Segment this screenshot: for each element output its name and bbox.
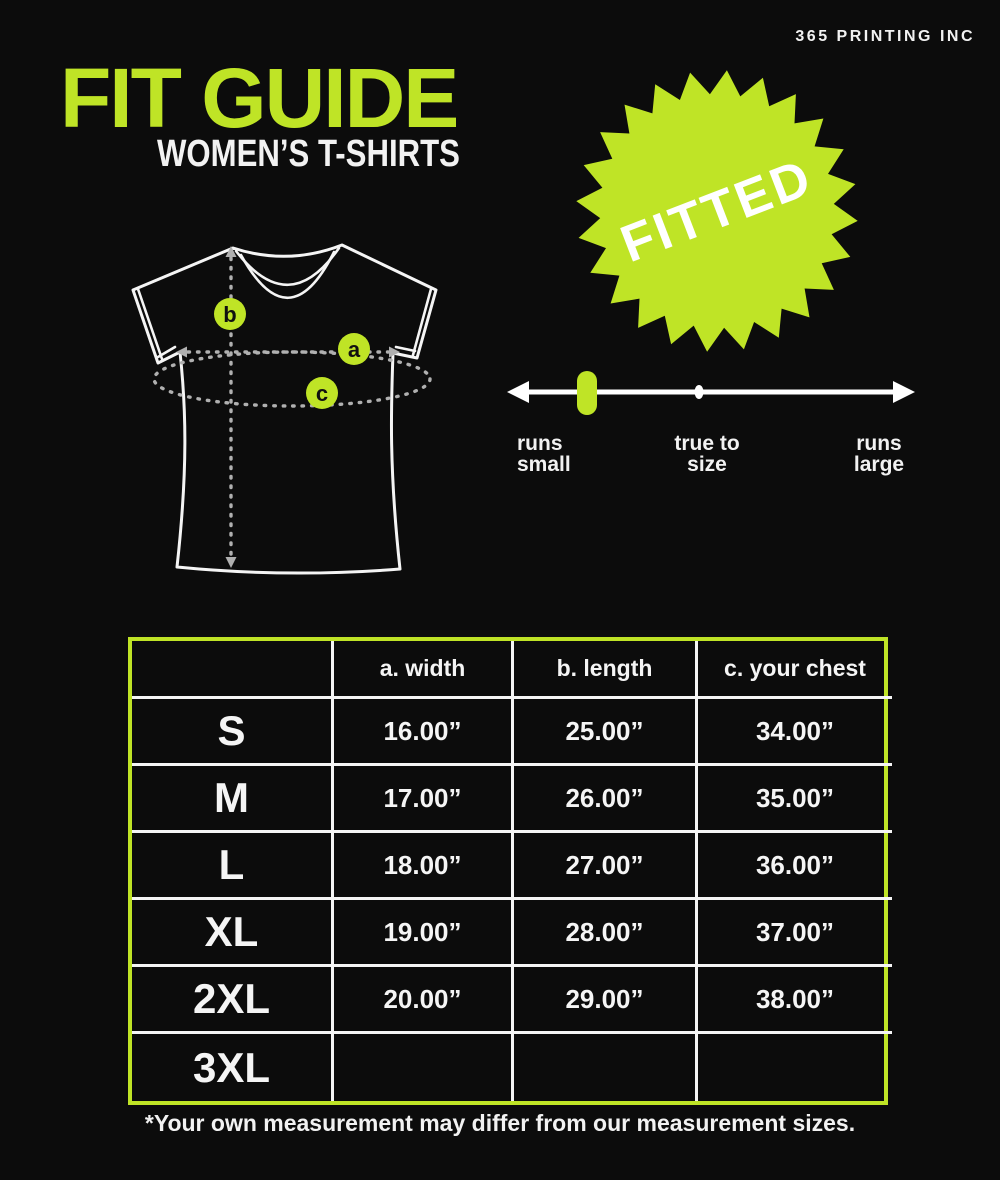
width-value: 19.00” bbox=[334, 900, 514, 967]
size-label: L bbox=[132, 833, 334, 900]
marker-c-letter: c bbox=[315, 381, 329, 406]
marker-b-letter: b bbox=[223, 302, 237, 327]
chest-value: 37.00” bbox=[698, 900, 892, 967]
fit-scale-arrow bbox=[505, 363, 917, 423]
scale-label-true-to-size bbox=[651, 433, 763, 475]
size-label: XL bbox=[132, 900, 334, 967]
table-row-3xl bbox=[132, 1034, 892, 1101]
footnote: *Your own measurement may differ from our measurement sizes. bbox=[144, 1110, 856, 1136]
scale-label-line: true to bbox=[674, 432, 740, 455]
width-value: 20.00” bbox=[334, 967, 514, 1034]
marker-a-letter: a bbox=[347, 337, 361, 362]
right-cuff-stitch bbox=[396, 347, 415, 351]
page-title: FIT GUIDE bbox=[60, 51, 458, 145]
scale-marker-pill bbox=[577, 371, 597, 415]
chest-value: 36.00” bbox=[698, 833, 892, 900]
scale-arrowhead-left bbox=[507, 381, 529, 403]
width-value bbox=[334, 1034, 514, 1101]
marker-c bbox=[306, 377, 338, 409]
scale-label-line: large bbox=[853, 453, 905, 476]
tshirt-outline bbox=[133, 245, 436, 573]
page-subtitle: WOMEN’S T-SHIRTS bbox=[157, 133, 460, 175]
length-value: 27.00” bbox=[514, 833, 698, 900]
length-value bbox=[514, 1034, 698, 1101]
chest-value: 35.00” bbox=[698, 766, 892, 833]
corner-cell bbox=[132, 641, 334, 699]
length-value: 29.00” bbox=[514, 967, 698, 1034]
scale-center-dot bbox=[695, 385, 704, 399]
chest-value bbox=[698, 1034, 892, 1101]
scale-arrowhead-right bbox=[893, 381, 915, 403]
fitted-badge bbox=[574, 68, 860, 354]
table-header-row bbox=[132, 641, 892, 699]
size-label: S bbox=[132, 699, 334, 766]
col-header-length: b. length bbox=[514, 641, 698, 699]
width-value: 16.00” bbox=[334, 699, 514, 766]
marker-a bbox=[338, 333, 370, 365]
left-sleeve-seam bbox=[138, 289, 162, 359]
scale-label-runs-small bbox=[517, 433, 571, 475]
length-arrow-bottom bbox=[226, 557, 237, 568]
chest-value: 38.00” bbox=[698, 967, 892, 1034]
length-value: 25.00” bbox=[514, 699, 698, 766]
size-label: M bbox=[132, 766, 334, 833]
col-header-width: a. width bbox=[334, 641, 514, 699]
scale-label-line: runs bbox=[517, 432, 563, 455]
chest-measure-ellipse bbox=[154, 352, 430, 406]
length-value: 26.00” bbox=[514, 766, 698, 833]
table-row-xl bbox=[132, 900, 892, 967]
width-value: 18.00” bbox=[334, 833, 514, 900]
fitted-badge-label: FITTED bbox=[613, 148, 821, 274]
size-table-container bbox=[128, 637, 888, 1105]
scale-label-line: runs bbox=[856, 432, 902, 455]
size-table bbox=[132, 641, 892, 1101]
size-label: 2XL bbox=[132, 967, 334, 1034]
size-label: 3XL bbox=[132, 1034, 334, 1101]
col-header-chest: c. your chest bbox=[698, 641, 892, 699]
width-value: 17.00” bbox=[334, 766, 514, 833]
table-row-s bbox=[132, 699, 892, 766]
table-row-m bbox=[132, 766, 892, 833]
brand-text: 365 PRINTING INC bbox=[795, 28, 975, 45]
tshirt-diagram bbox=[110, 228, 470, 588]
scale-label-runs-large bbox=[823, 433, 935, 475]
collar-band-inner bbox=[241, 252, 334, 298]
scale-label-line: small bbox=[517, 453, 571, 476]
chest-value: 34.00” bbox=[698, 699, 892, 766]
scale-label-line: size bbox=[687, 453, 727, 476]
table-row-l bbox=[132, 833, 892, 900]
table-row-2xl bbox=[132, 967, 892, 1034]
marker-b bbox=[214, 298, 246, 330]
length-value: 28.00” bbox=[514, 900, 698, 967]
